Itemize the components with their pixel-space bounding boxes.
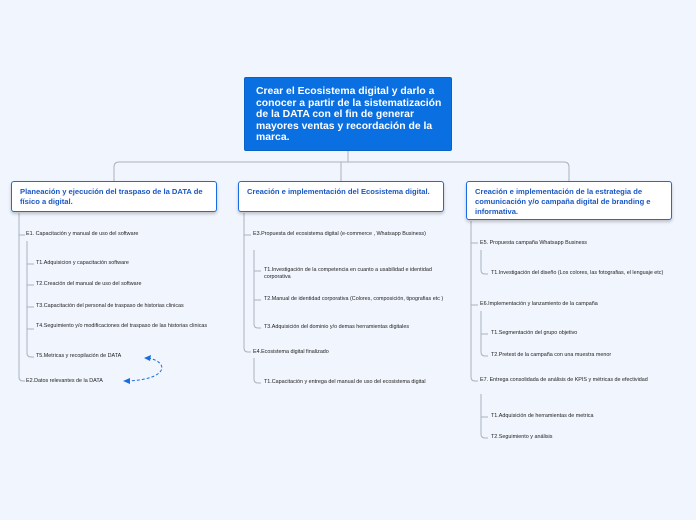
connector-e4-trunk — [254, 358, 261, 383]
connector-e7-trunk — [481, 394, 488, 438]
subtopic-e3-t2[interactable]: T2.Manual de identidad corporativa (Colores, composición, tipografias etc ) — [264, 296, 444, 302]
subtopic-e1[interactable]: E1. Capacitación y manual de uso del software — [26, 231, 139, 237]
subtopic-e3-t1[interactable]: T1.Investigación de la competencia en cuanto a usabilidad e identidad corporativa — [264, 267, 432, 280]
main-topic-ecosistema[interactable]: Creación e implementación del Ecosistema digital. — [238, 181, 444, 212]
subtopic-e7-t2[interactable]: T2.Seguimiento y análisis — [491, 434, 553, 440]
subtopic-e1-t1[interactable]: T1.Adquisicion y capacitación software — [36, 260, 129, 266]
central-topic[interactable]: Crear el Ecosistema digital y darlo a conocer a partir de la sistematización de la DATA con el fin de generar mayores ventas y recordación de la marca. — [244, 77, 452, 151]
subtopic-e1-t4[interactable]: T4.Seguimiento y/o modificaciones del traspaso de las historias clinicas — [36, 323, 208, 329]
connector-e5-trunk — [481, 250, 488, 274]
main-topic-planeacion[interactable]: Planeación y ejecución del traspaso de la DATA de físico a digital. — [11, 181, 217, 212]
subtopic-e3-t3[interactable]: T3.Adquisición del dominio y/o demas herramientas digitales — [264, 324, 410, 330]
subtopic-e4-t1[interactable]: T1.Capacitación y entrega del manual de uso del ecosistema digital — [264, 379, 426, 385]
connector-branch-3-trunk — [471, 221, 478, 381]
subtopic-e3[interactable]: E3.Propuesta del ecosistema digital (e-commerce , Whatsapp Business) — [253, 231, 426, 237]
subtopic-e4[interactable]: E4.Ecosistema digital finalizado — [253, 349, 329, 355]
connector-branch-1-trunk — [19, 213, 25, 381]
main-topic-estrategia-comunicacion[interactable]: Creación e implementación de la estrategia de comunicación y/o campaña digital de branding e informativa. — [466, 181, 672, 220]
subtopic-e1-t3[interactable]: T3.Capacitación del personal de traspaso de historias clinicas — [36, 303, 184, 309]
subtopic-e6[interactable]: E6.Implementación y lanzamiento de la campaña — [480, 301, 598, 307]
connector-e3-trunk — [254, 250, 261, 328]
subtopic-e2[interactable]: E2.Datos relevantes de la DATA — [26, 378, 103, 384]
connector-branch-2-trunk — [244, 213, 251, 352]
subtopic-e1-t2[interactable]: T2.Creación del manual de uso del software — [36, 281, 142, 287]
subtopic-e5-t1[interactable]: T1.Investigación del diseño (Los colores, las fotografias, el lenguaje etc) — [491, 270, 664, 276]
subtopic-e7[interactable]: E7. Entrega consolidada de análisis de KPIS y métricas de efectividad — [480, 377, 648, 383]
subtopic-e6-t1[interactable]: T1.Segmentación del grupo objetivo — [491, 330, 578, 336]
subtopic-e1-t5[interactable]: T5.Metricas y recopilación de DATA — [36, 353, 122, 359]
connector-e1-trunk — [27, 241, 34, 357]
subtopic-e5[interactable]: E5. Propuesta campaña Whatsapp Business — [480, 240, 587, 246]
subtopic-e6-t2[interactable]: T2.Pretest de la campaña con una muestra menor — [491, 352, 612, 358]
subtopic-e7-t1[interactable]: T1.Adquisición de herramientas de metrica — [491, 413, 594, 419]
